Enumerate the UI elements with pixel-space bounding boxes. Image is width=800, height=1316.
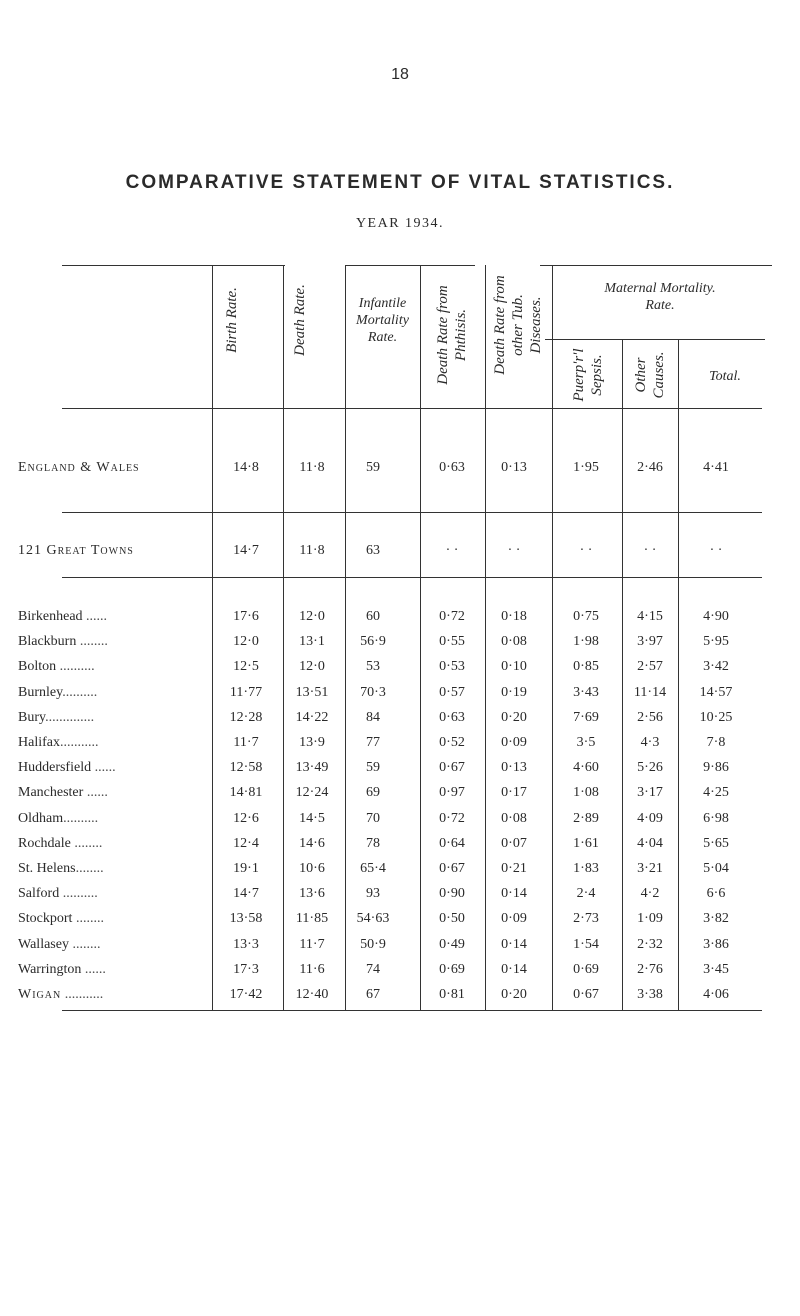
table-cell: 78	[366, 835, 380, 851]
row-label	[18, 735, 204, 751]
col-divider	[420, 265, 421, 1010]
table-cell: 0·14	[501, 936, 527, 952]
col-divider	[552, 265, 553, 1010]
page-number: 18	[391, 66, 409, 83]
table-cell: 0·90	[439, 886, 465, 902]
table-cell: 12·24	[295, 785, 329, 801]
row-label	[18, 685, 204, 701]
table-cell: 93	[366, 886, 380, 902]
table-cell: 67	[366, 987, 380, 1002]
table-cell: 14·22	[295, 709, 329, 725]
header-top-rule	[345, 265, 475, 266]
table-cell: · ·	[507, 543, 521, 558]
table-cell: 3·17	[637, 785, 663, 801]
table-cell: 2·46	[637, 460, 663, 475]
table-cell: 54·63	[356, 911, 390, 927]
row-label	[18, 937, 204, 953]
table-cell: 0·63	[439, 460, 465, 475]
table-cell: 4·90	[703, 609, 729, 624]
table-cell: 0·19	[501, 684, 527, 700]
col-divider	[212, 265, 213, 1010]
table-cell: 11·14	[633, 684, 667, 700]
table-cell: 3·43	[573, 684, 599, 700]
row-label	[18, 760, 204, 776]
table-cell: 11·8	[299, 460, 325, 475]
row-label	[18, 861, 204, 877]
table-cell: 12·0	[299, 609, 325, 624]
table-cell: 65·4	[360, 861, 386, 876]
row-name: Huddersfield	[18, 760, 92, 776]
table-cell: 13·9	[299, 735, 325, 750]
header-maternal-mortality: Maternal Mortality. Rate.	[604, 281, 716, 313]
col-divider	[678, 339, 679, 1010]
row-name: Rochdale	[18, 835, 71, 851]
table-cell: 7·8	[706, 735, 726, 750]
table-cell: 0·07	[501, 835, 527, 851]
table-cell: 1·83	[573, 861, 599, 876]
row-label	[18, 962, 204, 978]
row-name: Wigan	[18, 987, 62, 1002]
header-other-tub-line2: other Tub.	[510, 294, 526, 356]
table-cell: 0·14	[501, 886, 527, 902]
table-cell: 0·57	[439, 684, 465, 700]
table-cell: 11·6	[299, 961, 325, 977]
table-cell: 0·50	[439, 911, 465, 927]
table-cell: 13·3	[233, 936, 259, 952]
table-cell: 13·6	[299, 886, 325, 902]
row-label	[18, 659, 204, 675]
table-cell: 14·5	[299, 810, 325, 826]
row-name: Halifax	[18, 735, 60, 750]
table-cell: 0·10	[501, 659, 527, 675]
leader-dots: ..........	[63, 810, 99, 826]
table-cell: 4·15	[637, 609, 663, 624]
table-cell: 0·97	[439, 785, 465, 801]
table-cell: 0·17	[501, 785, 527, 801]
table-cell: 0·69	[439, 961, 465, 977]
table-cell: 12·28	[229, 709, 263, 725]
table-cell: 2·73	[573, 911, 599, 927]
table-cell: 4·25	[703, 785, 729, 801]
row-label	[18, 836, 204, 852]
leader-dots: ......	[81, 961, 106, 977]
table-cell: 60	[366, 609, 380, 624]
header-puerperal-line1: Puerp'r'l	[571, 348, 587, 402]
row-name: Stockport	[18, 911, 73, 927]
table-cell: 0·09	[501, 735, 527, 750]
leader-dots: ...........	[61, 987, 104, 1002]
table-cell: 12·4	[233, 835, 259, 851]
table-cell: 12·0	[233, 634, 259, 650]
table-cell: 0·55	[439, 634, 465, 650]
row-label	[18, 634, 204, 650]
row-name: Birkenhead	[18, 609, 83, 624]
table-cell: 17·3	[233, 961, 259, 977]
page-subtitle: YEAR 1934.	[355, 216, 445, 231]
table-cell: 11·7	[233, 735, 259, 750]
leader-dots: ..............	[45, 709, 95, 725]
table-cell: 12·5	[233, 659, 259, 675]
header-other-causes-line1: Other	[633, 357, 649, 393]
table-cell: 0·08	[501, 810, 527, 826]
table-cell: 0·72	[439, 609, 465, 624]
row-name: Burnley	[18, 684, 63, 700]
table-cell: 2·32	[637, 936, 663, 952]
table-cell: 12·58	[229, 760, 263, 776]
row-name: Bolton	[18, 659, 57, 675]
row-name: Warrington	[18, 961, 82, 977]
table-cell: · ·	[579, 543, 593, 558]
table-cell: 12·6	[233, 810, 259, 826]
row-label	[18, 987, 204, 1003]
table-cell: 2·76	[637, 961, 663, 977]
table-cell: 3·97	[637, 634, 663, 650]
leader-dots: ......	[83, 785, 108, 801]
table-cell: 7·69	[573, 709, 599, 725]
col-divider	[283, 265, 284, 1010]
col-divider	[345, 265, 346, 1010]
table-cell: 5·65	[703, 835, 729, 851]
table-cell: 14·6	[299, 835, 325, 851]
header-top-rule	[540, 265, 772, 266]
header-infantile-mortality: Infantile Mortality Rate.	[356, 296, 409, 345]
table-cell: 1·09	[637, 911, 663, 927]
table-cell: · ·	[445, 543, 459, 558]
table-cell: 0·13	[501, 460, 527, 475]
row-name: Wallasey	[18, 936, 69, 952]
header-other-tub-line1: Death Rate from	[492, 275, 508, 375]
row-label	[18, 911, 204, 927]
table-cell: 63	[366, 543, 380, 558]
table-cell: 5·95	[703, 634, 729, 650]
leader-dots: ..........	[56, 659, 95, 675]
table-cell: 77	[366, 735, 380, 750]
table-cell: 74	[366, 961, 380, 977]
table-cell: 6·6	[706, 886, 726, 902]
table-cell: 0·20	[501, 987, 527, 1002]
table-cell: 0·20	[501, 709, 527, 725]
table-cell: 4·41	[703, 460, 729, 475]
table-cell: 0·63	[439, 709, 465, 725]
table-cell: 4·09	[637, 810, 663, 826]
table-cell: 14·7	[233, 886, 259, 902]
header-other-tub	[491, 260, 545, 390]
leader-dots: ..........	[59, 886, 98, 902]
row-name: Manchester	[18, 785, 84, 801]
table-cell: 13·58	[229, 911, 263, 927]
row-label	[18, 811, 204, 827]
table-cell: 0·67	[439, 861, 465, 876]
table-cell: 6·98	[703, 810, 729, 826]
table-cell: 3·86	[703, 936, 729, 952]
leader-dots: ........	[75, 861, 104, 876]
header-birth-rate: Birth Rate.	[224, 287, 240, 353]
table-cell: 13·1	[299, 634, 325, 650]
header-puerperal-sepsis	[570, 339, 606, 411]
leader-dots: ........	[70, 835, 103, 851]
table-cell: 3·45	[703, 961, 729, 977]
row-label	[18, 785, 204, 801]
table-cell: 0·72	[439, 810, 465, 826]
table-cell: 0·09	[501, 911, 527, 927]
table-cell: 3·21	[637, 861, 663, 876]
header-phthisis: Death Rate from Phthisis.	[435, 285, 469, 385]
table-cell: 12·0	[299, 659, 325, 675]
table-cell: 11·7	[299, 936, 325, 952]
table-cell: 11·8	[299, 543, 325, 558]
table-cell: 1·08	[573, 785, 599, 801]
table-cell: 4·2	[640, 886, 660, 902]
table-cell: 4·06	[703, 987, 729, 1002]
table-cell: 1·54	[573, 936, 599, 952]
leader-dots: ..........	[62, 684, 98, 700]
table-cell: 11·85	[295, 911, 329, 927]
header-puerperal-line2: Sepsis.	[589, 354, 605, 396]
table-cell: 4·04	[637, 835, 663, 851]
row-name: 121 Great Towns	[18, 543, 134, 558]
col-divider	[622, 339, 623, 1010]
leader-dots: ........	[76, 634, 108, 650]
table-cell: 14·57	[699, 684, 733, 700]
leader-dots: ...........	[59, 735, 99, 750]
leader-dots: ........	[72, 911, 104, 927]
row-label	[18, 710, 204, 726]
table-cell: 14·81	[229, 785, 263, 801]
table-cell: 10·6	[299, 861, 325, 876]
table-cell: 0·53	[439, 659, 465, 675]
table-cell: 0·69	[573, 961, 599, 977]
header-other-causes	[632, 339, 668, 411]
row-rule	[62, 512, 762, 513]
table-cell: 2·89	[573, 810, 599, 826]
row-label	[18, 460, 204, 476]
col-divider	[485, 265, 486, 1010]
table-cell: 53	[366, 659, 380, 675]
table-cell: 59	[366, 460, 380, 475]
table-cell: 0·21	[501, 861, 527, 876]
table-cell: 0·49	[439, 936, 465, 952]
table-cell: · ·	[643, 543, 657, 558]
table-cell: 2·57	[637, 659, 663, 675]
row-rule	[62, 577, 762, 578]
table-cell: 1·98	[573, 634, 599, 650]
table-cell: 3·5	[576, 735, 596, 750]
table-cell: 13·49	[295, 760, 329, 776]
row-label	[18, 543, 204, 559]
table-cell: 0·13	[501, 760, 527, 776]
row-label	[18, 886, 204, 902]
table-bottom-rule	[62, 1010, 762, 1011]
table-cell: 0·18	[501, 609, 527, 624]
row-label	[18, 609, 204, 625]
table-cell: 3·82	[703, 911, 729, 927]
table-cell: 17·42	[229, 987, 263, 1002]
table-cell: 4·3	[640, 735, 660, 750]
table-cell: 0·14	[501, 961, 527, 977]
table-cell: 56·9	[360, 634, 386, 650]
table-cell: 1·95	[573, 460, 599, 475]
row-name: Blackburn	[18, 634, 77, 650]
page-title: COMPARATIVE STATEMENT OF VITAL STATISTICS.	[125, 172, 675, 193]
header-other-tub-line3: Diseases.	[528, 296, 544, 354]
table-cell: 84	[366, 709, 380, 725]
header-total: Total.	[709, 369, 741, 384]
header-other-causes-line2: Causes.	[651, 351, 667, 399]
table-cell: 14·7	[233, 543, 259, 558]
row-name: Bury	[18, 709, 46, 725]
table-cell: 5·26	[637, 760, 663, 776]
table-cell: 19·1	[233, 861, 259, 876]
table-cell: 69	[366, 785, 380, 801]
table-cell: 17·6	[233, 609, 259, 624]
table-cell: 0·75	[573, 609, 599, 624]
table-cell: 10·25	[699, 709, 733, 725]
table-cell: 5·04	[703, 861, 729, 876]
table-cell: 70	[366, 810, 380, 826]
table-cell: 0·52	[439, 735, 465, 750]
table-cell: 70·3	[360, 684, 386, 700]
table-cell: 9·86	[703, 760, 729, 776]
header-death-rate: Death Rate.	[292, 284, 308, 356]
table-cell: 2·56	[637, 709, 663, 725]
table-cell: 4·60	[573, 760, 599, 776]
row-name: Salford	[18, 886, 60, 902]
header-top-rule	[212, 265, 285, 266]
table-cell: 0·67	[439, 760, 465, 776]
leader-dots: ......	[82, 609, 108, 624]
table-cell: 3·38	[637, 987, 663, 1002]
leader-dots: ......	[91, 760, 116, 776]
table-cell: 0·81	[439, 987, 465, 1002]
row-name: Oldham	[18, 810, 64, 826]
table-cell: 0·67	[573, 987, 599, 1002]
row-name: England & Wales	[18, 460, 140, 475]
table-cell: 50·9	[360, 936, 386, 952]
row-name: St. Helens	[18, 861, 76, 876]
table-cell: 2·4	[576, 886, 596, 902]
table-cell: 0·85	[573, 659, 599, 675]
table-cell: 3·42	[703, 659, 729, 675]
table-cell: 14·8	[233, 460, 259, 475]
table-cell: 1·61	[573, 835, 599, 851]
table-cell: 59	[366, 760, 380, 776]
table-cell: 13·51	[295, 684, 329, 700]
table-cell: 0·08	[501, 634, 527, 650]
leader-dots: ........	[68, 936, 101, 952]
table-cell: · ·	[709, 543, 723, 558]
table-cell: 12·40	[295, 987, 329, 1002]
table-cell: 11·77	[229, 684, 263, 700]
table-cell: 0·64	[439, 835, 465, 851]
header-top-rule	[62, 265, 212, 266]
